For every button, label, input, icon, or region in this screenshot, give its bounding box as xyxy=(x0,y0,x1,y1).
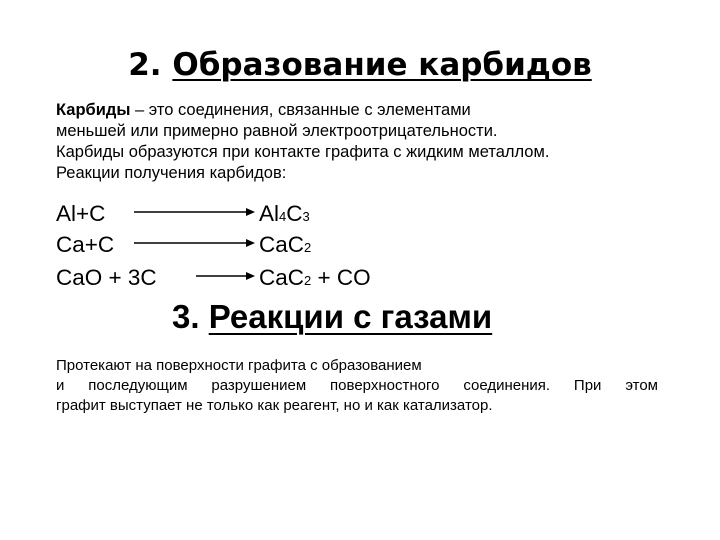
reaction-1-product xyxy=(259,200,310,231)
intro-line-1-rest: – это соединения, связанные с элементами xyxy=(130,101,471,119)
reaction-1-arrow-icon xyxy=(134,206,256,218)
product-part: C xyxy=(286,201,303,226)
product-subscript: 2 xyxy=(304,273,312,288)
intro-text xyxy=(56,100,696,184)
section-title-text: Реакции с газами xyxy=(208,298,493,335)
paragraph-line-2: и последующим разрушением поверхностного соединения. При этом xyxy=(56,377,658,394)
reaction-3-product xyxy=(259,264,371,295)
section-title-gas-reactions xyxy=(172,296,492,338)
section-title-text: Образование карбидов xyxy=(172,47,592,83)
intro-line-1 xyxy=(56,100,696,121)
product-subscript: 3 xyxy=(302,209,310,224)
product-subscript: 2 xyxy=(304,240,312,255)
reaction-2-arrow-icon xyxy=(134,237,256,249)
reaction-1-reactants: Al+C xyxy=(56,201,106,226)
reaction-2-product xyxy=(259,231,311,262)
intro-line-2: меньшей или примерно равной электроотрицательности. xyxy=(56,122,498,140)
intro-line-4: Реакции получения карбидов: xyxy=(56,164,287,182)
product-tail: + CO xyxy=(311,265,371,290)
reaction-2-reactants: Ca+C xyxy=(56,232,115,257)
product-part: Al xyxy=(259,201,280,226)
term-carbides: Карбиды xyxy=(56,101,131,119)
section-number: 3. xyxy=(172,298,200,335)
intro-line-3: Карбиды образуются при контакте графита с жидким металлом. xyxy=(56,143,550,161)
gas-reactions-paragraph xyxy=(56,356,658,416)
reaction-3-reactants: CaO + 3C xyxy=(56,265,157,290)
reaction-3-arrow-icon xyxy=(196,270,256,282)
section-title-carbides xyxy=(0,45,720,85)
paragraph-line-3: графит выступает не только как реагент, но и как катализатор. xyxy=(56,397,493,414)
section-number: 2. xyxy=(128,47,162,83)
product-subscript: 4 xyxy=(279,209,287,224)
product-part: CaC xyxy=(259,265,305,290)
paragraph-line-1: Протекают на поверхности графита с образованием xyxy=(56,357,422,374)
product-part: CaC xyxy=(259,232,305,257)
